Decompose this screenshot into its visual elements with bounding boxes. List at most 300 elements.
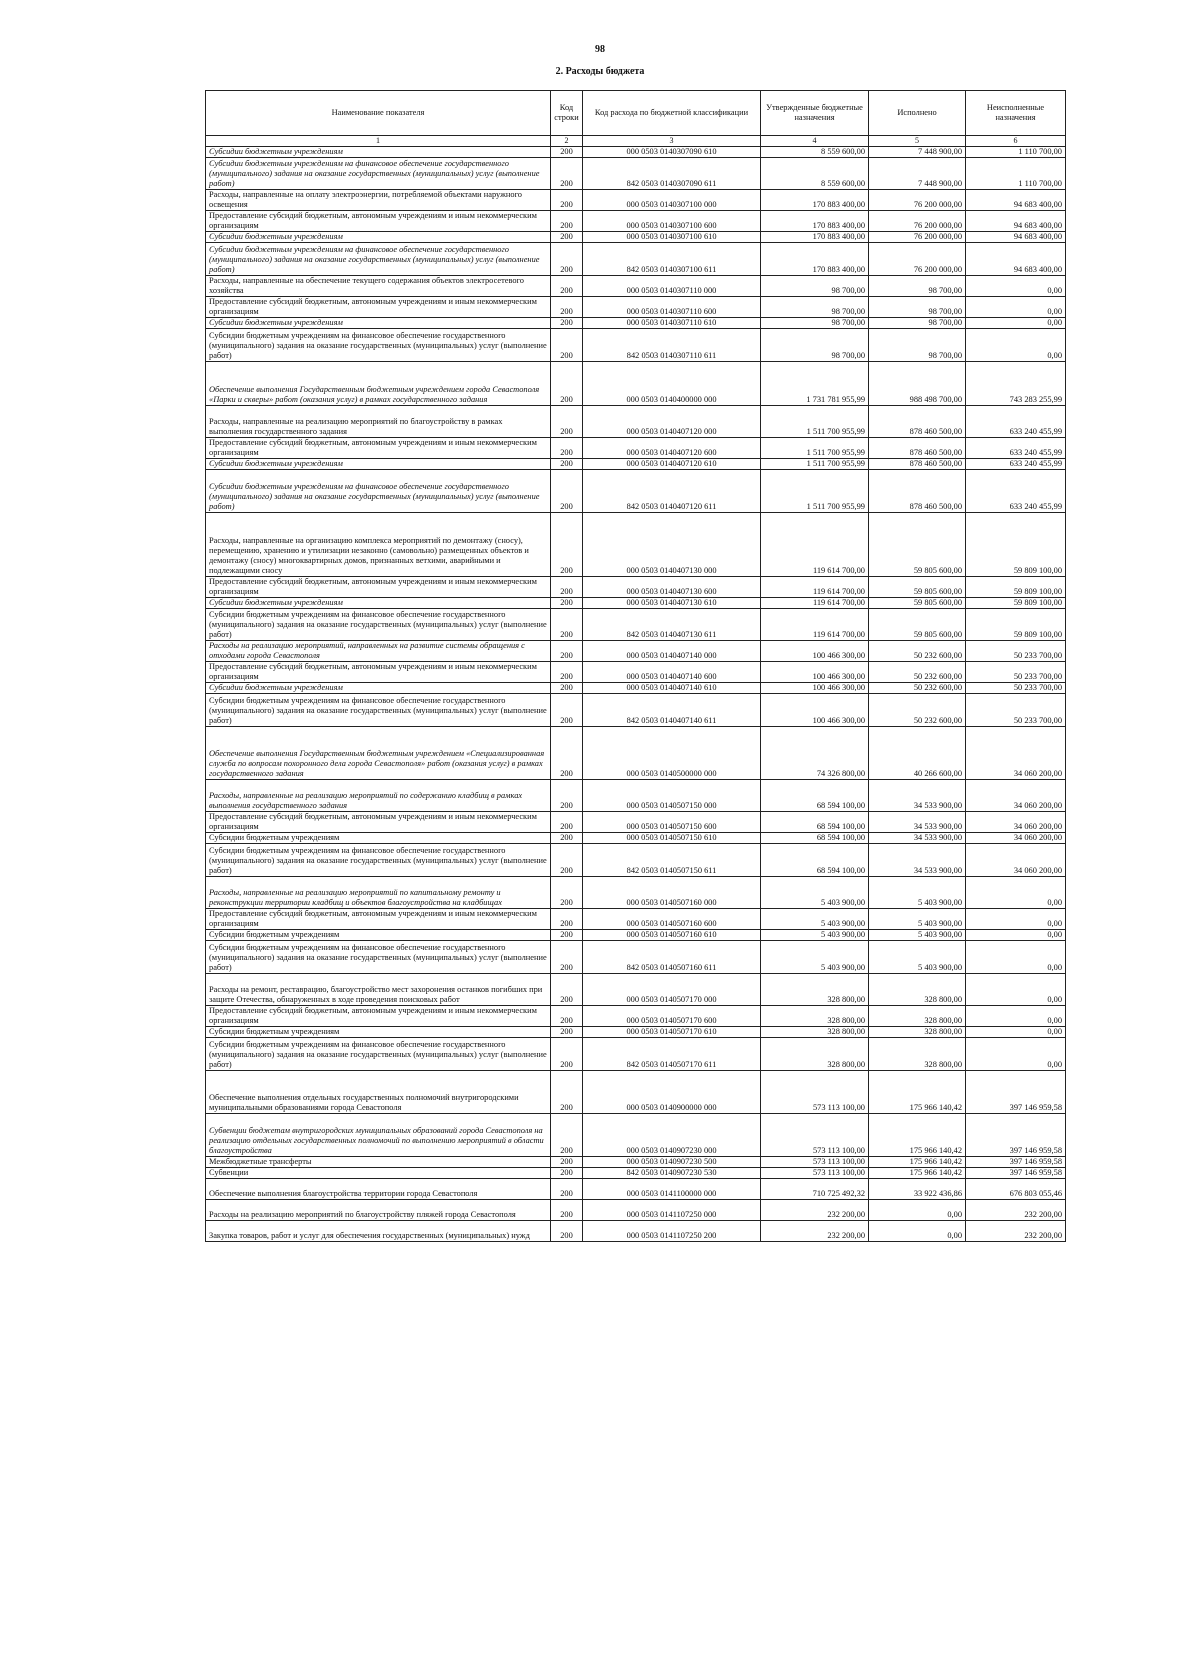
row-expense-code: 000 0503 0140907230 500 [583, 1157, 761, 1168]
row-executed: 76 200 000,00 [869, 190, 966, 211]
row-unexecuted: 59 809 100,00 [966, 577, 1066, 598]
row-approved: 68 594 100,00 [761, 780, 869, 812]
table-row [206, 694, 1066, 727]
row-executed: 5 403 900,00 [869, 909, 966, 930]
row-name: Субвенции бюджетам внутригородских муниципальных образований города Севастополя на реализацию отдельных государственных полномочий по выполнению мероприятий в области благоустройства [206, 1114, 551, 1157]
row-expense-code: 842 0503 0140307090 611 [583, 158, 761, 190]
row-line-code: 200 [551, 662, 583, 683]
row-unexecuted: 397 146 959,58 [966, 1168, 1066, 1179]
table-row [206, 513, 1066, 577]
row-line-code: 200 [551, 232, 583, 243]
row-executed: 5 403 900,00 [869, 941, 966, 974]
row-name: Субсидии бюджетным учреждениям [206, 683, 551, 694]
row-executed: 328 800,00 [869, 1027, 966, 1038]
row-executed: 34 533 900,00 [869, 812, 966, 833]
row-name: Субсидии бюджетным учреждениям [206, 598, 551, 609]
row-executed: 878 460 500,00 [869, 459, 966, 470]
row-name: Субвенции [206, 1168, 551, 1179]
row-name: Субсидии бюджетным учреждениям на финансовое обеспечение государственного (муниципального) задания на оказание государственных (муниципальных) услуг (выполнение работ) [206, 609, 551, 641]
row-name: Обеспечение выполнения отдельных государственных полномочий внутригородскими муниципальными образованиями города Севастополя [206, 1071, 551, 1114]
row-unexecuted: 1 110 700,00 [966, 147, 1066, 158]
table-row [206, 812, 1066, 833]
row-executed: 7 448 900,00 [869, 158, 966, 190]
row-unexecuted: 94 683 400,00 [966, 211, 1066, 232]
row-executed: 98 700,00 [869, 329, 966, 362]
column-number: 4 [761, 136, 869, 147]
row-approved: 68 594 100,00 [761, 833, 869, 844]
row-unexecuted: 0,00 [966, 877, 1066, 909]
table-row [206, 1038, 1066, 1071]
row-name: Предоставление субсидий бюджетным, автономным учреждениям и иным некоммерческим организациям [206, 438, 551, 459]
row-name: Субсидии бюджетным учреждениям на финансовое обеспечение государственного (муниципального) задания на оказание государственных (муниципальных) услуг (выполнение работ) [206, 470, 551, 513]
row-executed: 988 498 700,00 [869, 362, 966, 406]
row-line-code: 200 [551, 1157, 583, 1168]
table-row [206, 1071, 1066, 1114]
table-header-row [206, 91, 1066, 136]
row-line-code: 200 [551, 318, 583, 329]
row-expense-code: 000 0503 0140307110 600 [583, 297, 761, 318]
row-unexecuted: 59 809 100,00 [966, 598, 1066, 609]
row-expense-code: 000 0503 0141107250 200 [583, 1221, 761, 1242]
row-name: Закупка товаров, работ и услуг для обеспечения государственных (муниципальных) нужд [206, 1221, 551, 1242]
row-approved: 8 559 600,00 [761, 147, 869, 158]
row-expense-code: 000 0503 0140407120 000 [583, 406, 761, 438]
row-line-code: 200 [551, 243, 583, 276]
row-unexecuted: 676 803 055,46 [966, 1179, 1066, 1200]
row-approved: 1 731 781 955,99 [761, 362, 869, 406]
row-approved: 1 511 700 955,99 [761, 470, 869, 513]
row-name: Расходы, направленные на оплату электроэнергии, потребляемой объектами наружного освещения [206, 190, 551, 211]
row-executed: 0,00 [869, 1200, 966, 1221]
row-unexecuted: 0,00 [966, 1038, 1066, 1071]
row-unexecuted: 0,00 [966, 276, 1066, 297]
row-approved: 232 200,00 [761, 1221, 869, 1242]
table-row [206, 974, 1066, 1006]
row-executed: 98 700,00 [869, 276, 966, 297]
row-expense-code: 000 0503 0140507160 610 [583, 930, 761, 941]
row-line-code: 200 [551, 1221, 583, 1242]
row-unexecuted: 50 233 700,00 [966, 694, 1066, 727]
row-expense-code: 000 0503 0140407130 000 [583, 513, 761, 577]
row-name: Предоставление субсидий бюджетным, автономным учреждениям и иным некоммерческим организациям [206, 577, 551, 598]
row-name: Субсидии бюджетным учреждениям [206, 833, 551, 844]
row-approved: 1 511 700 955,99 [761, 438, 869, 459]
row-expense-code: 000 0503 0140307110 610 [583, 318, 761, 329]
row-name: Субсидии бюджетным учреждениям на финансовое обеспечение государственного (муниципального) задания на оказание государственных (муниципальных) услуг (выполнение работ) [206, 329, 551, 362]
table-row [206, 727, 1066, 780]
row-expense-code: 000 0503 0140407140 610 [583, 683, 761, 694]
row-name: Межбюджетные трансферты [206, 1157, 551, 1168]
row-expense-code: 000 0503 0140507170 000 [583, 974, 761, 1006]
row-line-code: 200 [551, 276, 583, 297]
row-line-code: 200 [551, 641, 583, 662]
row-unexecuted: 397 146 959,58 [966, 1157, 1066, 1168]
row-line-code: 200 [551, 470, 583, 513]
table-row [206, 930, 1066, 941]
row-approved: 119 614 700,00 [761, 598, 869, 609]
row-expense-code: 000 0503 0140407140 000 [583, 641, 761, 662]
row-line-code: 200 [551, 297, 583, 318]
row-line-code: 200 [551, 694, 583, 727]
table-row [206, 941, 1066, 974]
row-expense-code: 842 0503 0140407120 611 [583, 470, 761, 513]
row-name: Расходы, направленные на обеспечение текущего содержания объектов электросетевого хозяйства [206, 276, 551, 297]
row-unexecuted: 94 683 400,00 [966, 232, 1066, 243]
table-row [206, 1027, 1066, 1038]
row-name: Субсидии бюджетным учреждениям на финансовое обеспечение государственного (муниципального) задания на оказание государственных (муниципальных) услуг (выполнение работ) [206, 844, 551, 877]
row-line-code: 200 [551, 513, 583, 577]
table-row [206, 329, 1066, 362]
row-approved: 5 403 900,00 [761, 930, 869, 941]
row-name: Субсидии бюджетным учреждениям [206, 1027, 551, 1038]
table-row [206, 1168, 1066, 1179]
row-name: Предоставление субсидий бюджетным, автономным учреждениям и иным некоммерческим организациям [206, 662, 551, 683]
row-expense-code: 000 0503 0140507150 610 [583, 833, 761, 844]
row-expense-code: 000 0503 0140307110 000 [583, 276, 761, 297]
table-row [206, 243, 1066, 276]
row-approved: 98 700,00 [761, 329, 869, 362]
table-row [206, 1157, 1066, 1168]
row-expense-code: 842 0503 0140307100 611 [583, 243, 761, 276]
row-name: Расходы на реализацию мероприятий, направленных на развитие системы обращения с отходами города Севастополя [206, 641, 551, 662]
row-unexecuted: 34 060 200,00 [966, 780, 1066, 812]
row-executed: 328 800,00 [869, 1006, 966, 1027]
row-line-code: 200 [551, 577, 583, 598]
table-row [206, 598, 1066, 609]
row-approved: 68 594 100,00 [761, 844, 869, 877]
row-name: Расходы на ремонт, реставрацию, благоустройство мест захоронения останков погибших при защите Отечества, обнаруженных в ходе проведения поисковых работ [206, 974, 551, 1006]
header-indicator-name: Наименование показателя [206, 91, 551, 136]
row-line-code: 200 [551, 1006, 583, 1027]
row-line-code: 200 [551, 877, 583, 909]
table-row [206, 406, 1066, 438]
row-approved: 170 883 400,00 [761, 243, 869, 276]
header-unexecuted: Неисполненные назначения [966, 91, 1066, 136]
row-name: Обеспечение выполнения благоустройства территории города Севастополя [206, 1179, 551, 1200]
section-title: 2. Расходы бюджета [555, 66, 645, 77]
row-approved: 573 113 100,00 [761, 1071, 869, 1114]
row-line-code: 200 [551, 362, 583, 406]
row-approved: 1 511 700 955,99 [761, 459, 869, 470]
row-unexecuted: 397 146 959,58 [966, 1114, 1066, 1157]
row-approved: 68 594 100,00 [761, 812, 869, 833]
column-number: 2 [551, 136, 583, 147]
table-row [206, 147, 1066, 158]
row-executed: 50 232 600,00 [869, 641, 966, 662]
row-approved: 573 113 100,00 [761, 1114, 869, 1157]
row-expense-code: 000 0503 0140500000 000 [583, 727, 761, 780]
row-line-code: 200 [551, 812, 583, 833]
row-line-code: 200 [551, 727, 583, 780]
row-executed: 5 403 900,00 [869, 930, 966, 941]
row-expense-code: 000 0503 0140507150 000 [583, 780, 761, 812]
table-row [206, 1221, 1066, 1242]
row-unexecuted: 0,00 [966, 909, 1066, 930]
header-line-code: Код строки [551, 91, 583, 136]
row-line-code: 200 [551, 844, 583, 877]
table-row [206, 232, 1066, 243]
row-expense-code: 000 0503 0140900000 000 [583, 1071, 761, 1114]
column-number: 5 [869, 136, 966, 147]
table-row [206, 662, 1066, 683]
table-row [206, 683, 1066, 694]
row-line-code: 200 [551, 930, 583, 941]
row-approved: 170 883 400,00 [761, 190, 869, 211]
row-approved: 5 403 900,00 [761, 941, 869, 974]
row-expense-code: 000 0503 0140307100 610 [583, 232, 761, 243]
table-row [206, 844, 1066, 877]
row-executed: 76 200 000,00 [869, 211, 966, 232]
row-line-code: 200 [551, 158, 583, 190]
row-line-code: 200 [551, 406, 583, 438]
row-approved: 328 800,00 [761, 1038, 869, 1071]
table-row [206, 780, 1066, 812]
table-row [206, 211, 1066, 232]
table-row [206, 609, 1066, 641]
row-name: Расходы, направленные на организацию комплекса мероприятий по демонтажу (сносу), перемещению, хранению и утилизации незаконно (самовольно) размещенных объектов и демонтажу (сносу) многоквартирных домов, признанных ветхими, аварийными и подлежащими сносу [206, 513, 551, 577]
table-body [206, 147, 1066, 1242]
row-unexecuted: 0,00 [966, 297, 1066, 318]
row-line-code: 200 [551, 780, 583, 812]
row-executed: 59 805 600,00 [869, 513, 966, 577]
row-expense-code: 842 0503 0140407140 611 [583, 694, 761, 727]
row-executed: 328 800,00 [869, 974, 966, 1006]
page-number: 98 [595, 44, 605, 55]
row-approved: 119 614 700,00 [761, 609, 869, 641]
row-name: Обеспечение выполнения Государственным бюджетным учреждением города Севастополя «Парки и скверы» работ (оказания услуг) в рамках государственного задания [206, 362, 551, 406]
row-approved: 1 511 700 955,99 [761, 406, 869, 438]
row-unexecuted: 232 200,00 [966, 1221, 1066, 1242]
row-unexecuted: 59 809 100,00 [966, 609, 1066, 641]
row-executed: 59 805 600,00 [869, 598, 966, 609]
row-name: Предоставление субсидий бюджетным, автономным учреждениям и иным некоммерческим организациям [206, 1006, 551, 1027]
row-unexecuted: 0,00 [966, 1027, 1066, 1038]
row-name: Субсидии бюджетным учреждениям на финансовое обеспечение государственного (муниципального) задания на оказание государственных (муниципальных) услуг (выполнение работ) [206, 1038, 551, 1071]
row-unexecuted: 59 809 100,00 [966, 513, 1066, 577]
row-approved: 710 725 492,32 [761, 1179, 869, 1200]
row-line-code: 200 [551, 833, 583, 844]
row-line-code: 200 [551, 1168, 583, 1179]
row-executed: 59 805 600,00 [869, 577, 966, 598]
row-approved: 98 700,00 [761, 276, 869, 297]
table-row [206, 1006, 1066, 1027]
row-approved: 232 200,00 [761, 1200, 869, 1221]
table-row [206, 1179, 1066, 1200]
row-approved: 74 326 800,00 [761, 727, 869, 780]
row-approved: 100 466 300,00 [761, 662, 869, 683]
row-approved: 98 700,00 [761, 318, 869, 329]
row-name: Предоставление субсидий бюджетным, автономным учреждениям и иным некоммерческим организациям [206, 812, 551, 833]
row-line-code: 200 [551, 609, 583, 641]
row-expense-code: 000 0503 0140407140 600 [583, 662, 761, 683]
row-unexecuted: 50 233 700,00 [966, 641, 1066, 662]
row-unexecuted: 94 683 400,00 [966, 243, 1066, 276]
row-line-code: 200 [551, 941, 583, 974]
row-name: Обеспечение выполнения Государственным бюджетным учреждением «Специализированная служба по вопросам похоронного дела города Севастополя» работ (оказания услуг) в рамках государственного задания [206, 727, 551, 780]
row-expense-code: 842 0503 0140507170 611 [583, 1038, 761, 1071]
row-executed: 76 200 000,00 [869, 243, 966, 276]
row-line-code: 200 [551, 683, 583, 694]
row-unexecuted: 34 060 200,00 [966, 727, 1066, 780]
row-approved: 328 800,00 [761, 974, 869, 1006]
row-unexecuted: 50 233 700,00 [966, 683, 1066, 694]
row-unexecuted: 743 283 255,99 [966, 362, 1066, 406]
row-line-code: 200 [551, 329, 583, 362]
row-name: Предоставление субсидий бюджетным, автономным учреждениям и иным некоммерческим организациям [206, 211, 551, 232]
row-executed: 98 700,00 [869, 318, 966, 329]
row-name: Субсидии бюджетным учреждениям [206, 147, 551, 158]
row-unexecuted: 397 146 959,58 [966, 1071, 1066, 1114]
row-executed: 175 966 140,42 [869, 1071, 966, 1114]
row-executed: 0,00 [869, 1221, 966, 1242]
row-name: Субсидии бюджетным учреждениям на финансовое обеспечение государственного (муниципального) задания на оказание государственных (муниципальных) услуг (выполнение работ) [206, 694, 551, 727]
row-expense-code: 000 0503 0140507160 000 [583, 877, 761, 909]
row-unexecuted: 50 233 700,00 [966, 662, 1066, 683]
column-number: 3 [583, 136, 761, 147]
row-expense-code: 000 0503 0140507170 600 [583, 1006, 761, 1027]
row-executed: 878 460 500,00 [869, 470, 966, 513]
table-row [206, 158, 1066, 190]
row-approved: 573 113 100,00 [761, 1157, 869, 1168]
row-name: Субсидии бюджетным учреждениям [206, 318, 551, 329]
row-executed: 175 966 140,42 [869, 1168, 966, 1179]
row-executed: 98 700,00 [869, 297, 966, 318]
row-approved: 328 800,00 [761, 1027, 869, 1038]
table-row [206, 577, 1066, 598]
row-approved: 119 614 700,00 [761, 513, 869, 577]
row-unexecuted: 0,00 [966, 930, 1066, 941]
row-unexecuted: 0,00 [966, 1006, 1066, 1027]
row-name: Расходы, направленные на реализацию мероприятий по благоустройству в рамках выполнения государственного задания [206, 406, 551, 438]
row-executed: 5 403 900,00 [869, 877, 966, 909]
row-line-code: 200 [551, 598, 583, 609]
row-line-code: 200 [551, 909, 583, 930]
header-executed: Исполнено [869, 91, 966, 136]
row-name: Субсидии бюджетным учреждениям на финансовое обеспечение государственного (муниципального) задания на оказание государственных (муниципальных) услуг (выполнение работ) [206, 243, 551, 276]
row-expense-code: 842 0503 0140507160 611 [583, 941, 761, 974]
table-row [206, 459, 1066, 470]
budget-expenses-table [205, 90, 1066, 1242]
table-row [206, 641, 1066, 662]
row-executed: 878 460 500,00 [869, 438, 966, 459]
row-name: Расходы, направленные на реализацию мероприятий по содержанию кладбищ в рамках выполнения государственного задания [206, 780, 551, 812]
row-line-code: 200 [551, 1200, 583, 1221]
row-unexecuted: 232 200,00 [966, 1200, 1066, 1221]
row-unexecuted: 1 110 700,00 [966, 158, 1066, 190]
row-expense-code: 000 0503 0140407120 610 [583, 459, 761, 470]
table-row [206, 1114, 1066, 1157]
row-name: Субсидии бюджетным учреждениям [206, 232, 551, 243]
row-unexecuted: 0,00 [966, 941, 1066, 974]
row-name: Субсидии бюджетным учреждениям [206, 930, 551, 941]
row-unexecuted: 633 240 455,99 [966, 406, 1066, 438]
row-expense-code: 842 0503 0140307110 611 [583, 329, 761, 362]
row-expense-code: 842 0503 0140507150 611 [583, 844, 761, 877]
row-expense-code: 000 0503 0140307090 610 [583, 147, 761, 158]
row-expense-code: 000 0503 0140407120 600 [583, 438, 761, 459]
row-expense-code: 000 0503 0140907230 000 [583, 1114, 761, 1157]
table-row [206, 438, 1066, 459]
table-row [206, 190, 1066, 211]
row-approved: 328 800,00 [761, 1006, 869, 1027]
row-expense-code: 000 0503 0140400000 000 [583, 362, 761, 406]
row-name: Предоставление субсидий бюджетным, автономным учреждениям и иным некоммерческим организациям [206, 909, 551, 930]
row-approved: 119 614 700,00 [761, 577, 869, 598]
table-row [206, 276, 1066, 297]
header-approved: Утвержденные бюджетные назначения [761, 91, 869, 136]
row-expense-code: 000 0503 0140507150 600 [583, 812, 761, 833]
row-approved: 573 113 100,00 [761, 1168, 869, 1179]
row-executed: 878 460 500,00 [869, 406, 966, 438]
table-row [206, 909, 1066, 930]
table-row [206, 318, 1066, 329]
row-expense-code: 000 0503 0141107250 000 [583, 1200, 761, 1221]
row-approved: 170 883 400,00 [761, 211, 869, 232]
row-executed: 175 966 140,42 [869, 1157, 966, 1168]
row-unexecuted: 633 240 455,99 [966, 459, 1066, 470]
row-unexecuted: 34 060 200,00 [966, 812, 1066, 833]
row-executed: 34 533 900,00 [869, 780, 966, 812]
row-approved: 8 559 600,00 [761, 158, 869, 190]
row-line-code: 200 [551, 459, 583, 470]
row-executed: 40 266 600,00 [869, 727, 966, 780]
row-approved: 5 403 900,00 [761, 909, 869, 930]
table-row [206, 1200, 1066, 1221]
table-row [206, 362, 1066, 406]
row-unexecuted: 34 060 200,00 [966, 833, 1066, 844]
row-approved: 5 403 900,00 [761, 877, 869, 909]
row-approved: 100 466 300,00 [761, 694, 869, 727]
table-row [206, 470, 1066, 513]
row-line-code: 200 [551, 190, 583, 211]
row-executed: 50 232 600,00 [869, 683, 966, 694]
row-approved: 170 883 400,00 [761, 232, 869, 243]
row-line-code: 200 [551, 1071, 583, 1114]
row-executed: 76 200 000,00 [869, 232, 966, 243]
row-executed: 59 805 600,00 [869, 609, 966, 641]
row-expense-code: 000 0503 0140307100 600 [583, 211, 761, 232]
row-executed: 34 533 900,00 [869, 844, 966, 877]
row-unexecuted: 0,00 [966, 974, 1066, 1006]
table-row [206, 833, 1066, 844]
row-unexecuted: 633 240 455,99 [966, 470, 1066, 513]
column-number: 6 [966, 136, 1066, 147]
row-executed: 34 533 900,00 [869, 833, 966, 844]
table-row [206, 297, 1066, 318]
row-executed: 328 800,00 [869, 1038, 966, 1071]
column-number-row [206, 136, 1066, 147]
row-line-code: 200 [551, 1038, 583, 1071]
row-expense-code: 842 0503 0140407130 611 [583, 609, 761, 641]
column-number: 1 [206, 136, 551, 147]
row-unexecuted: 34 060 200,00 [966, 844, 1066, 877]
row-line-code: 200 [551, 1114, 583, 1157]
row-unexecuted: 94 683 400,00 [966, 190, 1066, 211]
row-expense-code: 000 0503 0140407130 600 [583, 577, 761, 598]
row-name: Расходы на реализацию мероприятий по благоустройству пляжей города Севастополя [206, 1200, 551, 1221]
row-line-code: 200 [551, 1027, 583, 1038]
row-line-code: 200 [551, 438, 583, 459]
row-expense-code: 000 0503 0141100000 000 [583, 1179, 761, 1200]
row-name: Субсидии бюджетным учреждениям на финансовое обеспечение государственного (муниципального) задания на оказание государственных (муниципальных) услуг (выполнение работ) [206, 941, 551, 974]
row-unexecuted: 633 240 455,99 [966, 438, 1066, 459]
row-expense-code: 000 0503 0140507160 600 [583, 909, 761, 930]
row-approved: 100 466 300,00 [761, 641, 869, 662]
row-name: Субсидии бюджетным учреждениям [206, 459, 551, 470]
row-line-code: 200 [551, 974, 583, 1006]
header-expense-code: Код расхода по бюджетной классификации [583, 91, 761, 136]
row-executed: 50 232 600,00 [869, 694, 966, 727]
